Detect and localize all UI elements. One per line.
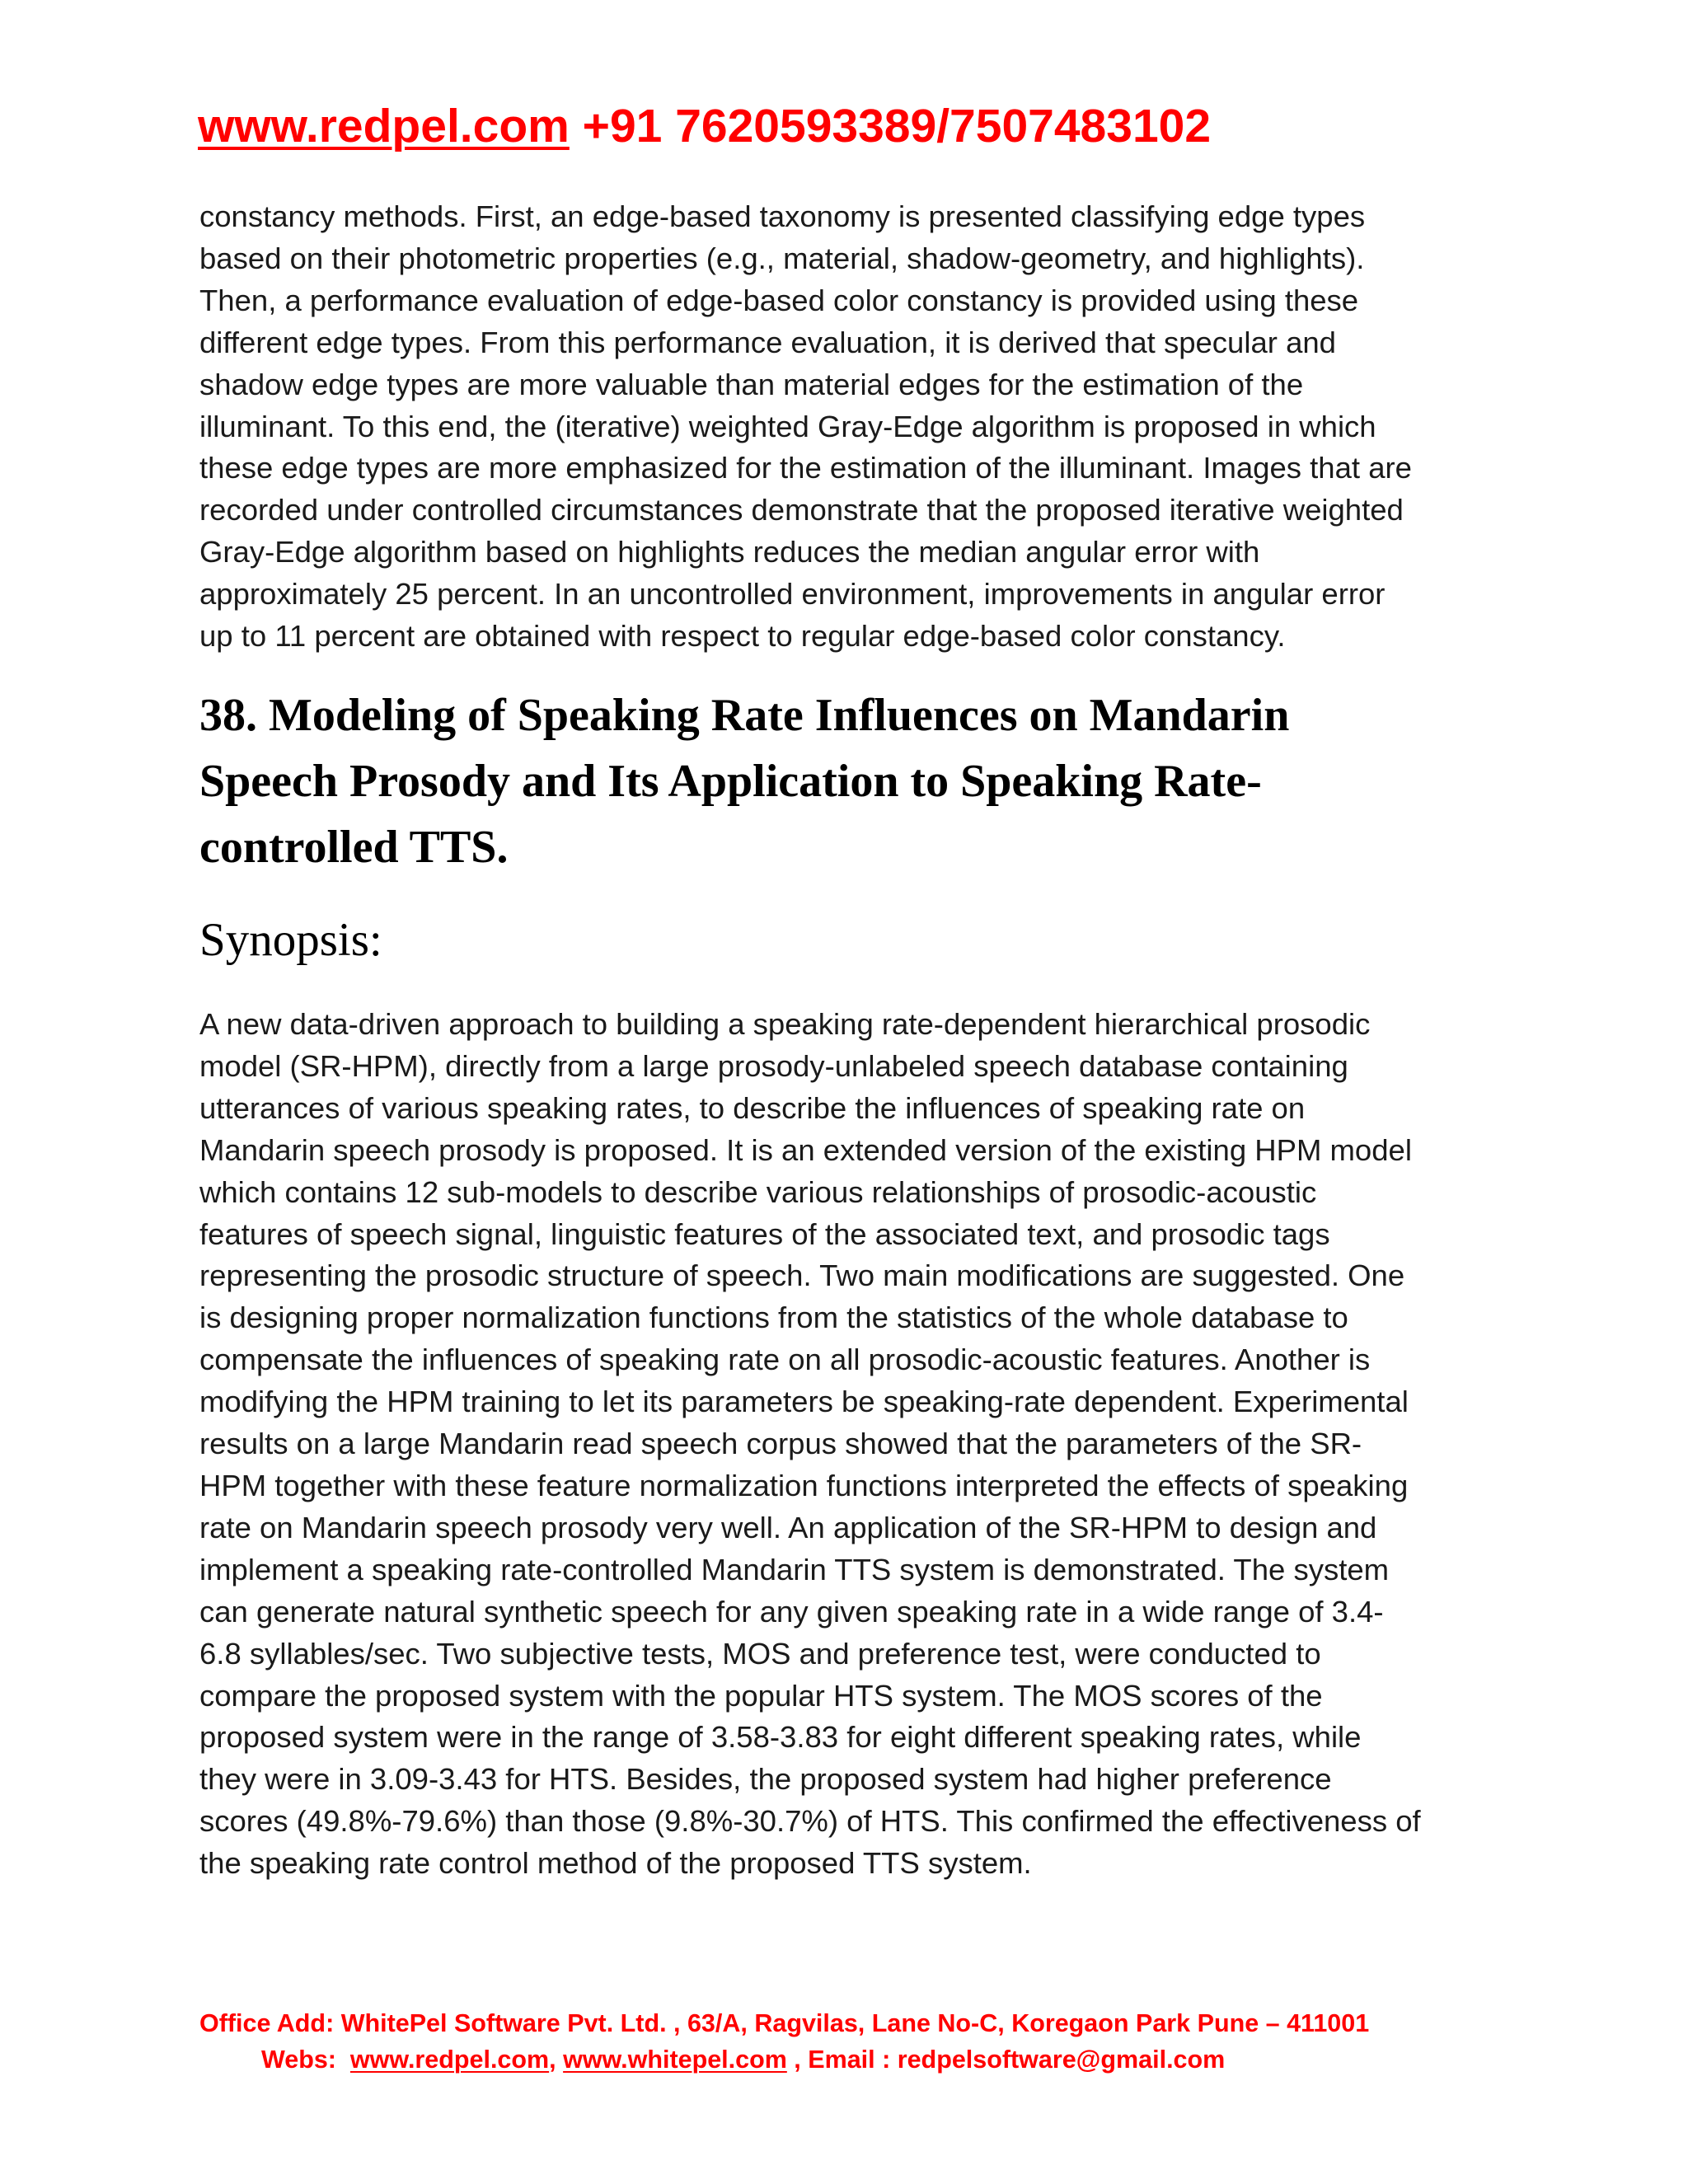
footer-webs-label: Webs:	[261, 2046, 336, 2074]
synopsis-line: can generate natural synthetic speech for any given speaking rate in a wide range of 3.4-	[199, 1594, 1384, 1629]
synopsis-line: implement a speaking rate-controlled Mandarin TTS system is demonstrated. The system	[199, 1552, 1390, 1586]
abstract-continuation	[199, 196, 1510, 658]
synopsis-line: model (SR-HPM), directly from a large prosody-unlabeled speech database containing	[199, 1048, 1348, 1083]
abstract-line: constancy methods. First, an edge-based taxonomy is presented classifying edge types	[199, 199, 1366, 233]
synopsis-line: compare the proposed system with the popular HTS system. The MOS scores of the	[199, 1678, 1323, 1713]
synopsis-line: HPM together with these feature normalization functions interpreted the effects of speaking	[199, 1468, 1409, 1502]
synopsis-line: representing the prosodic structure of speech. Two main modifications are suggested. One	[199, 1258, 1405, 1293]
footer-link-whitepel[interactable]: www.whitepel.com	[563, 2046, 787, 2074]
abstract-line: up to 11 percent are obtained with respect to regular edge-based color constancy.	[199, 619, 1286, 654]
abstract-line: Gray-Edge algorithm based on highlights reduces the median angular error with	[199, 535, 1260, 569]
abstract-line: approximately 25 percent. In an uncontrolled environment, improvements in angular error	[199, 577, 1386, 612]
abstract-line: these edge types are more emphasized for the estimation of the illuminant. Images that are	[199, 451, 1412, 485]
synopsis-line: they were in 3.09-3.43 for HTS. Besides, the proposed system had higher preference	[199, 1762, 1332, 1797]
synopsis-line: Mandarin speech prosody is proposed. It is an extended version of the existing HPM model	[199, 1132, 1412, 1167]
section-title-line: controlled TTS.	[199, 822, 509, 873]
synopsis-heading: Synopsis:	[199, 914, 382, 966]
abstract-line: recorded under controlled circumstances demonstrate that the proposed iterative weighted	[199, 493, 1404, 527]
synopsis-line: utterances of various speaking rates, to describe the influences of speaking rate on	[199, 1090, 1306, 1125]
header-phone: +91 7620593389/7507483102	[582, 100, 1212, 152]
synopsis-line: the speaking rate control method of the proposed TTS system.	[199, 1846, 1032, 1881]
synopsis-line: scores (49.8%-79.6%) than those (9.8%-30.7%) of HTS. This confirmed the effectiveness of	[199, 1804, 1421, 1839]
synopsis-line: is designing proper normalization functions from the statistics of the whole database to	[199, 1301, 1348, 1335]
synopsis-line: results on a large Mandarin read speech corpus showed that the parameters of the SR-	[199, 1427, 1362, 1461]
synopsis-line: A new data-driven approach to building a speaking rate-dependent hierarchical prosodic	[199, 1007, 1371, 1041]
synopsis-line: modifying the HPM training to let its parameters be speaking-rate dependent. Experimental	[199, 1385, 1409, 1419]
synopsis-line: which contains 12 sub-models to describe various relationships of prosodic-acoustic	[199, 1174, 1317, 1209]
footer-link-redpel[interactable]: www.redpel.com	[349, 2046, 550, 2074]
footer-separator: ,	[549, 2046, 556, 2074]
page-header	[198, 97, 1211, 155]
abstract-line: different edge types. From this performance evaluation, it is derived that specular and	[199, 325, 1336, 359]
footer-email: , Email : redpelsoftware@gmail.com	[786, 2046, 1226, 2074]
synopsis-line: features of speech signal, linguistic features of the associated text, and prosodic tags	[199, 1216, 1330, 1251]
abstract-line: illuminant. To this end, the (iterative) weighted Gray-Edge algorithm is proposed in which	[199, 409, 1376, 443]
synopsis-line: proposed system were in the range of 3.58-3.83 for eight different speaking rates, while	[199, 1720, 1362, 1755]
abstract-line: based on their photometric properties (e.g., material, shadow-geometry, and highlights).	[199, 241, 1365, 275]
synopsis-line: rate on Mandarin speech prosody very well. An application of the SR-HPM to design and	[199, 1510, 1377, 1544]
footer-contact-line	[261, 2041, 1225, 2078]
section-title-line: 38. Modeling of Speaking Rate Influences on Mandarin	[199, 690, 1290, 741]
section-title-line: Speech Prosody and Its Application to Speaking Rate-	[199, 756, 1262, 807]
synopsis-body	[199, 1004, 1510, 1885]
synopsis-line: compensate the influences of speaking rate on all prosodic-acoustic features. Another is	[199, 1343, 1371, 1377]
synopsis-line: 6.8 syllables/sec. Two subjective tests, MOS and preference test, were conducted to	[199, 1636, 1321, 1671]
section-title	[199, 682, 1518, 880]
footer-office-address: Office Add: WhitePel Software Pvt. Ltd. , 63/A, Ragvilas, Lane No-C, Koregaon Park Pune – 411001	[199, 2009, 1370, 2037]
header-website-link[interactable]: www.redpel.com	[198, 100, 570, 152]
abstract-line: shadow edge types are more valuable than material edges for the estimation of the	[199, 367, 1304, 401]
abstract-line: Then, a performance evaluation of edge-based color constancy is provided using these	[199, 283, 1359, 317]
